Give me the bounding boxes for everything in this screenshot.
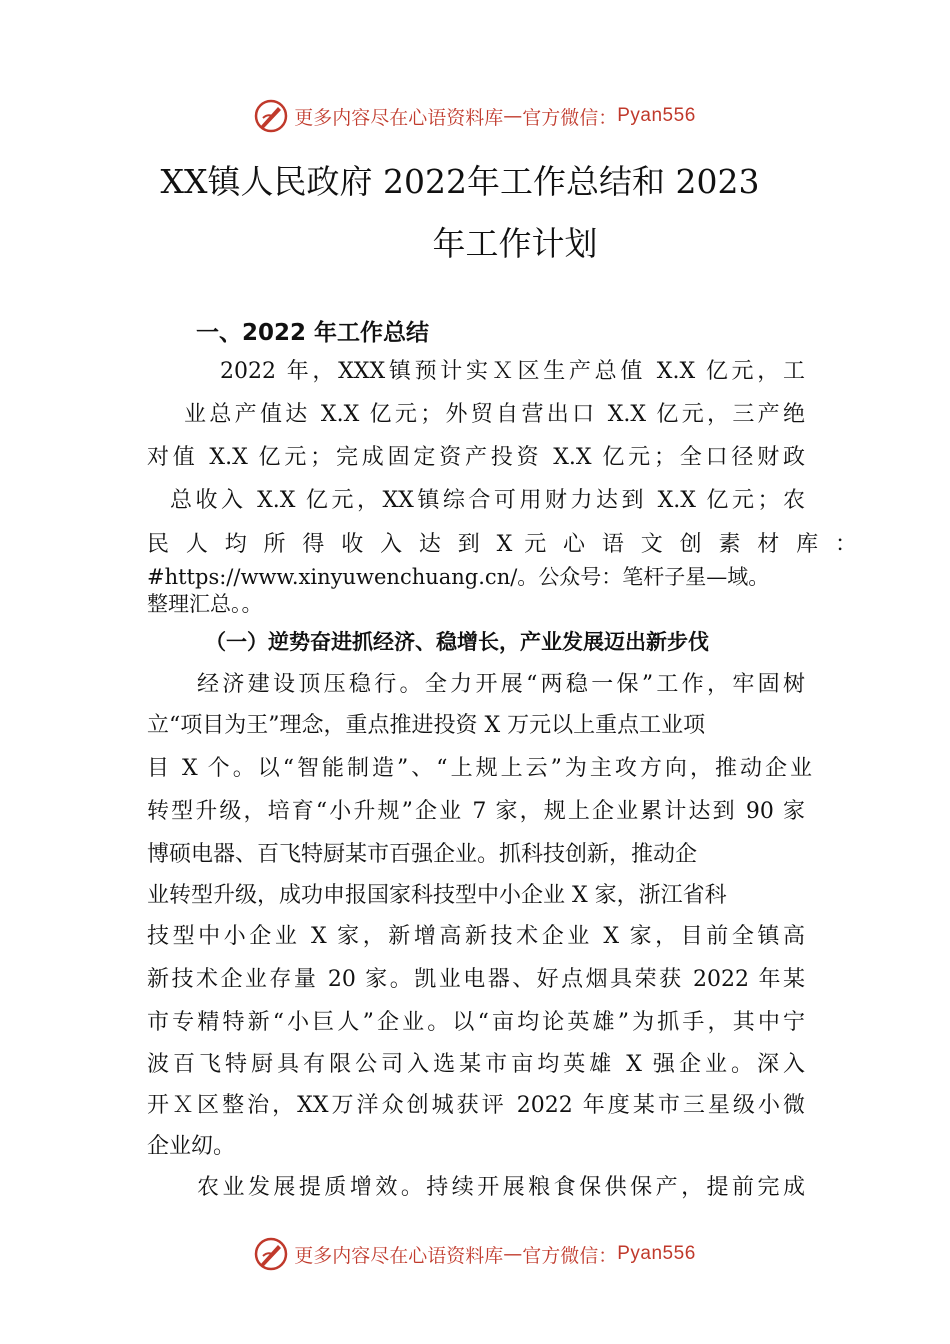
paragraph-line: 开Ｘ区整治，XX万洋众创城获评 2022 年度某市三星级小微: [147, 1093, 805, 1118]
section-heading: 一、2022 年工作总结: [196, 320, 430, 346]
paragraph-line: 整理汇总。。: [147, 592, 263, 616]
paragraph-line: 业总产值达 X.X 亿元；外贸自营出口 X.X 亿元，三产绝: [184, 402, 805, 427]
paragraph-line: 民 人 均 所 得 收 入 达 到 X 元 心 语 文 创 素 材 库 ：: [147, 532, 857, 557]
paragraph-line: 经济建设顶压稳行。全力开展“两稳一保”工作，牢固树: [197, 672, 805, 697]
paragraph-line: 目 X 个。以“智能制造”、“上规上云”为主攻方向，推动企业: [147, 756, 812, 781]
watermark-site: 更多内容尽在心语资料库: [294, 106, 504, 129]
watermark-wechat-prefix: 官方微信：: [522, 1244, 618, 1267]
brush-logo-icon: [254, 99, 288, 133]
paragraph-line: 总收入 X.X 亿元，XX镇综合可用财力达到 X.X 亿元；农: [170, 488, 805, 513]
paragraph-line: 农业发展提质增效。持续开展粮食保供保产，提前完成: [197, 1175, 805, 1200]
document-title-line2: 年工作计划: [432, 224, 598, 263]
paragraph-line: 市专精特新“小巨人”企业。以“亩均论英雄”为抓手，其中宁: [147, 1010, 805, 1035]
watermark-banner-bottom: [0, 1234, 950, 1274]
watermark-site: 更多内容尽在心语资料库: [294, 1244, 504, 1267]
paragraph-line: 对值 X.X 亿元；完成固定资产投资 X.X 亿元；全口径财政: [147, 445, 805, 470]
document-title-line1: XX镇人民政府 2022年工作总结和 2023: [160, 162, 760, 201]
paragraph-line: 立“项目为王”理念，重点推进投资 X 万元以上重点工业项: [147, 713, 706, 738]
paragraph-line: 技型中小企业 X 家，新增高新技术企业 X 家，目前全镇高: [147, 924, 805, 949]
watermark-banner-top: [0, 96, 950, 136]
watermark-dash: —: [503, 105, 523, 127]
paragraph-line: 新技术企业存量 20 家。凯业电器、好点烟具荣获 2022 年某: [147, 967, 805, 992]
paragraph-line: 博硕电器、百飞特厨某市百强企业。抓科技创新，推动企: [147, 842, 698, 867]
watermark-dash: —: [503, 1243, 523, 1265]
paragraph-line: 业转型升级，成功申报国家科技型中小企业 X 家，浙江省科: [147, 883, 727, 908]
paragraph-line: 转型升级，培育“小升规”企业 7 家，规上企业累计达到 90 家: [147, 799, 805, 824]
watermark-wechat-id: Pyan556: [617, 105, 696, 126]
paragraph-line: 企业㓜。: [147, 1134, 236, 1159]
paragraph-line: 波百飞特厨具有限公司入选某市亩均英雄 X 强企业。深入: [147, 1052, 805, 1077]
paragraph-line: #https://www.xinyuwenchuang.cn/。公众号：笔杆子星—域。: [147, 565, 770, 589]
brush-logo-icon: [254, 1237, 288, 1271]
subsection-heading: （一）逆势奋进抓经济、稳增长，产业发展迈出新步伐: [205, 629, 709, 654]
watermark-wechat-prefix: 官方微信：: [522, 106, 618, 129]
paragraph-line: 2022 年，XXX镇预计实Ｘ区生产总值 X.X 亿元，工: [220, 359, 805, 384]
watermark-wechat-id: Pyan556: [617, 1243, 696, 1264]
